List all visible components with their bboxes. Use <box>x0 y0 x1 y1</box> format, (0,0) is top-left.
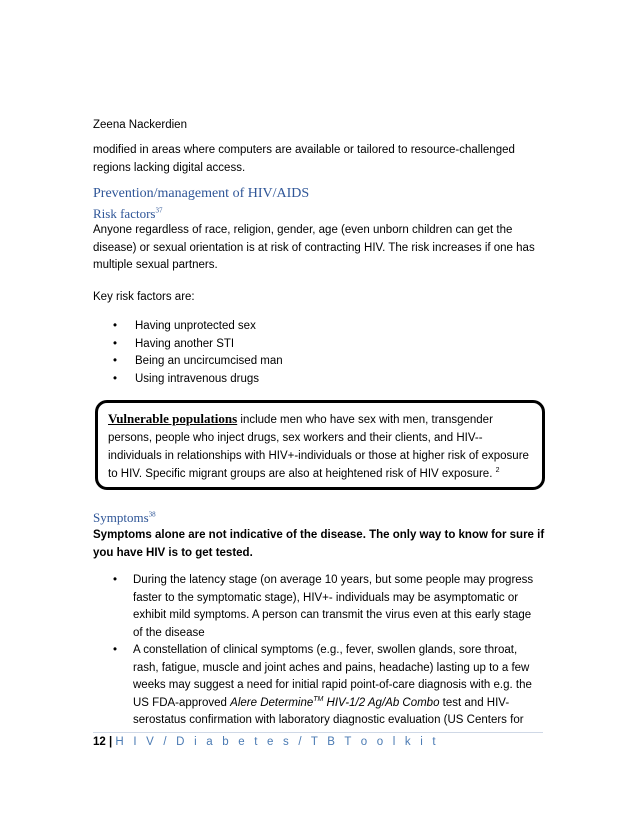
intro-paragraph: modified in areas where computers are available or tailored to resource-challenged regions lacking digital access. <box>93 144 515 174</box>
risk-factors-heading <box>93 206 162 222</box>
bullet-icon: • <box>113 574 118 586</box>
risk-ref: 37 <box>155 206 163 215</box>
symptoms-heading <box>93 510 156 526</box>
list-item <box>113 642 543 730</box>
risk-factor-list <box>113 318 533 388</box>
symptoms-list <box>113 572 543 730</box>
symptoms-ref: 38 <box>148 510 156 519</box>
list-item-text-part: test and HIV-serostatus confirmation with laboratory diagnostic evaluation (US Centers for <box>133 696 524 726</box>
assay-name: HIV-1/2 Ag/Ab Combo <box>323 696 440 709</box>
key-risk-label: Key risk factors are: <box>93 291 195 303</box>
list-item <box>113 572 543 642</box>
symptoms-bold-statement: Symptoms alone are not indicative of the disease. The only way to know for sure if you have HIV is to get tested. <box>93 529 545 559</box>
list-item <box>113 336 533 354</box>
footer-separator: | <box>109 736 113 748</box>
list-item-text: During the latency stage (on average 10 years, but some people may progress faster to the symptomatic stage), HIV+- individuals may be asymptomatic or exhibit mild symptoms. A person can transmit the virus even at this early stage of the disease <box>133 574 534 639</box>
product-name <box>230 697 439 709</box>
trademark: TM <box>313 695 324 703</box>
list-item-text-part: A constellation of clinical symptoms (e.g., fever, swollen glands, sore throat, rash, fatigue, muscle and joint aches and pains, headache) lasting up to a few weeks may suggest a need for initial rapid point-of-care diagnosis with e.g. the US FDA-approved <box>133 644 532 709</box>
vulnerable-ref: 2 <box>495 467 500 475</box>
list-item <box>113 353 533 371</box>
vulnerable-populations-box <box>95 400 545 490</box>
symptoms-heading-text: Symptoms <box>93 510 149 525</box>
list-item <box>113 371 533 389</box>
list-item-text: Using intravenous drugs <box>135 372 260 385</box>
list-item-text: Being an uncircumcised man <box>135 355 283 367</box>
bullet-icon: • <box>113 355 118 367</box>
bullet-icon: • <box>113 644 118 656</box>
risk-paragraph: Anyone regardless of race, religion, gender, age (even unborn children can get the disease) or sexual orientation is at risk of contracting HIV. The risk increases if one has multiple sexual partners. <box>93 224 535 271</box>
list-item <box>113 318 533 336</box>
list-item-text: Having another STI <box>135 337 235 350</box>
page-footer <box>93 732 543 748</box>
bullet-icon: • <box>113 372 118 385</box>
bullet-icon: • <box>113 320 118 332</box>
list-item-text: Having unprotected sex <box>135 320 256 332</box>
page-number: 12 <box>93 736 106 748</box>
risk-heading-text: Risk factors <box>93 206 156 221</box>
product-name-text: Alere Determine <box>230 696 314 709</box>
vulnerable-populations-text: include men who have sex with men, transgender persons, people who inject drugs, sex workers and their clients, and HIV-- individuals in relationships with HIV+-individuals or those at higher risk of exposure to HIV. Specific migrant groups are also at heightened risk of HIV exposure. <box>108 414 529 480</box>
section-heading: Prevention/management of HIV/AIDS <box>93 186 310 201</box>
bullet-icon: • <box>113 337 118 350</box>
vulnerable-populations-title: Vulnerable populations <box>108 411 238 426</box>
author-line: Zeena Nackerdien <box>93 119 187 131</box>
footer-title: H I V / D i a b e t e s / T B T o o l k i t <box>115 736 439 748</box>
